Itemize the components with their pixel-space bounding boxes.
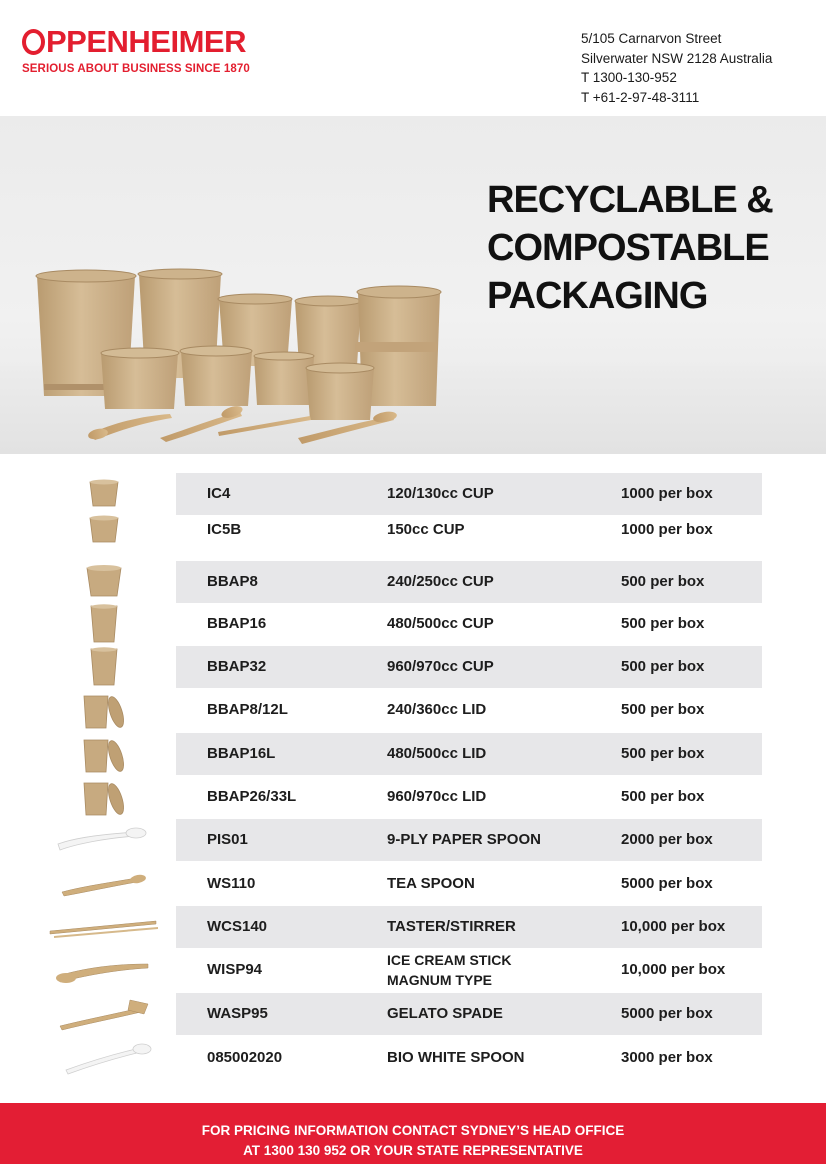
logo-tagline: SERIOUS ABOUT BUSINESS SINCE 1870 xyxy=(22,63,250,75)
small-cup-icon xyxy=(44,510,164,550)
product-code: PIS01 xyxy=(207,831,248,848)
phone-local[interactable]: T 1300-130-952 xyxy=(581,70,677,85)
product-quantity: 500 per box xyxy=(621,615,705,632)
hero-title-line-3: PACKAGING xyxy=(487,275,708,317)
product-code: BBAP8/12L xyxy=(207,701,288,718)
product-code: WASP95 xyxy=(207,1005,268,1022)
bowl-cup-icon xyxy=(44,562,164,602)
product-description: 120/130cc CUP xyxy=(387,485,494,502)
product-description: TASTER/STIRRER xyxy=(387,918,516,935)
table-row xyxy=(0,819,826,861)
table-row xyxy=(0,949,826,991)
product-description: 960/970cc CUP xyxy=(387,658,494,675)
product-code: BBAP16L xyxy=(207,745,276,762)
product-description: BIO WHITE SPOON xyxy=(387,1049,525,1066)
product-code: WCS140 xyxy=(207,918,268,935)
product-code: BBAP16 xyxy=(207,615,267,632)
product-description-line-2: MAGNUM TYPE xyxy=(387,972,492,988)
tall-cup-icon xyxy=(44,604,164,644)
product-description: TEA SPOON xyxy=(387,875,475,892)
address-block xyxy=(581,29,772,107)
product-code: IC5B xyxy=(207,521,242,538)
table-row xyxy=(0,1037,826,1079)
product-quantity: 3000 per box xyxy=(621,1049,713,1066)
footer-contact-text xyxy=(0,1121,826,1161)
product-code: WISP94 xyxy=(207,961,263,978)
table-row xyxy=(0,689,826,731)
product-quantity: 1000 per box xyxy=(621,485,713,502)
product-quantity: 10,000 per box xyxy=(621,961,726,978)
product-code: IC4 xyxy=(207,485,231,502)
product-description: 9-PLY PAPER SPOON xyxy=(387,831,541,848)
product-code: 085002020 xyxy=(207,1049,283,1066)
bowl-1 xyxy=(101,348,179,409)
product-description: 480/500cc LID xyxy=(387,745,487,762)
product-code: WS110 xyxy=(207,875,256,892)
hero-title-line-2: COMPOSTABLE xyxy=(487,227,769,269)
product-quantity: 5000 per box xyxy=(621,875,713,892)
table-row xyxy=(0,561,826,603)
product-quantity: 10,000 per box xyxy=(621,918,726,935)
product-description: 480/500cc CUP xyxy=(387,615,494,632)
tall-cup-icon xyxy=(44,647,164,687)
product-quantity: 5000 per box xyxy=(621,1005,713,1022)
product-quantity: 500 per box xyxy=(621,573,705,590)
hero-title-line-1: RECYCLABLE & xyxy=(487,179,773,221)
bowl-2 xyxy=(180,346,252,406)
table-row xyxy=(0,646,826,688)
product-description xyxy=(387,950,511,990)
cup-with-lid-icon xyxy=(44,690,164,730)
address-street: 5/105 Carnarvon Street xyxy=(581,31,722,46)
white-spoon-icon xyxy=(44,1038,164,1078)
hero-title xyxy=(487,176,773,320)
paper-spoon-icon xyxy=(44,820,164,860)
wooden-spoon-icon xyxy=(44,864,164,904)
product-description: 240/360cc LID xyxy=(387,701,487,718)
product-code: BBAP26/33L xyxy=(207,788,297,805)
product-quantity: 2000 per box xyxy=(621,831,713,848)
table-row xyxy=(0,776,826,818)
cup-with-lid-icon xyxy=(44,734,164,774)
address-suburb: Silverwater NSW 2128 Australia xyxy=(581,50,773,66)
ice-cream-stick-icon xyxy=(44,950,164,990)
logo-wordmark xyxy=(22,26,282,58)
header xyxy=(0,0,826,116)
logo-o-mark xyxy=(22,29,45,55)
table-row xyxy=(0,603,826,645)
bowl-4 xyxy=(306,363,374,420)
small-cup-icon xyxy=(44,474,164,514)
table-row xyxy=(0,993,826,1035)
product-quantity: 500 per box xyxy=(621,701,705,718)
product-quantity: 500 per box xyxy=(621,745,705,762)
phone-international[interactable]: T +61-2-97-48-3111 xyxy=(581,89,700,105)
stirrer-icon xyxy=(44,907,164,947)
product-quantity: 500 per box xyxy=(621,658,705,675)
table-row xyxy=(0,733,826,775)
product-code: BBAP32 xyxy=(207,658,267,675)
footer-line-1: FOR PRICING INFORMATION CONTACT SYDNEY’S HEAD OFFICE xyxy=(201,1123,625,1138)
product-description: 150cc CUP xyxy=(387,521,465,538)
product-code: BBAP8 xyxy=(207,573,258,590)
table-row xyxy=(0,863,826,905)
oppenheimer-logo[interactable] xyxy=(22,26,282,75)
product-description: GELATO SPADE xyxy=(387,1005,503,1022)
footer-line-2: AT 1300 130 952 OR YOUR STATE REPRESENTATIVE xyxy=(243,1143,583,1158)
table-row xyxy=(0,509,826,551)
table-row xyxy=(0,906,826,948)
product-description: 240/250cc CUP xyxy=(387,573,494,590)
product-quantity: 1000 per box xyxy=(621,521,713,538)
cup-with-lid-icon xyxy=(44,777,164,817)
product-description-line-1: ICE CREAM STICK xyxy=(387,952,512,968)
footer-banner xyxy=(0,1103,826,1164)
hero-banner xyxy=(0,116,826,454)
product-quantity: 500 per box xyxy=(621,788,705,805)
product-description: 960/970cc LID xyxy=(387,788,487,805)
gelato-spade-icon xyxy=(44,994,164,1034)
logo-text: PPENHEIMER xyxy=(46,24,246,59)
bowl-3 xyxy=(254,352,314,405)
